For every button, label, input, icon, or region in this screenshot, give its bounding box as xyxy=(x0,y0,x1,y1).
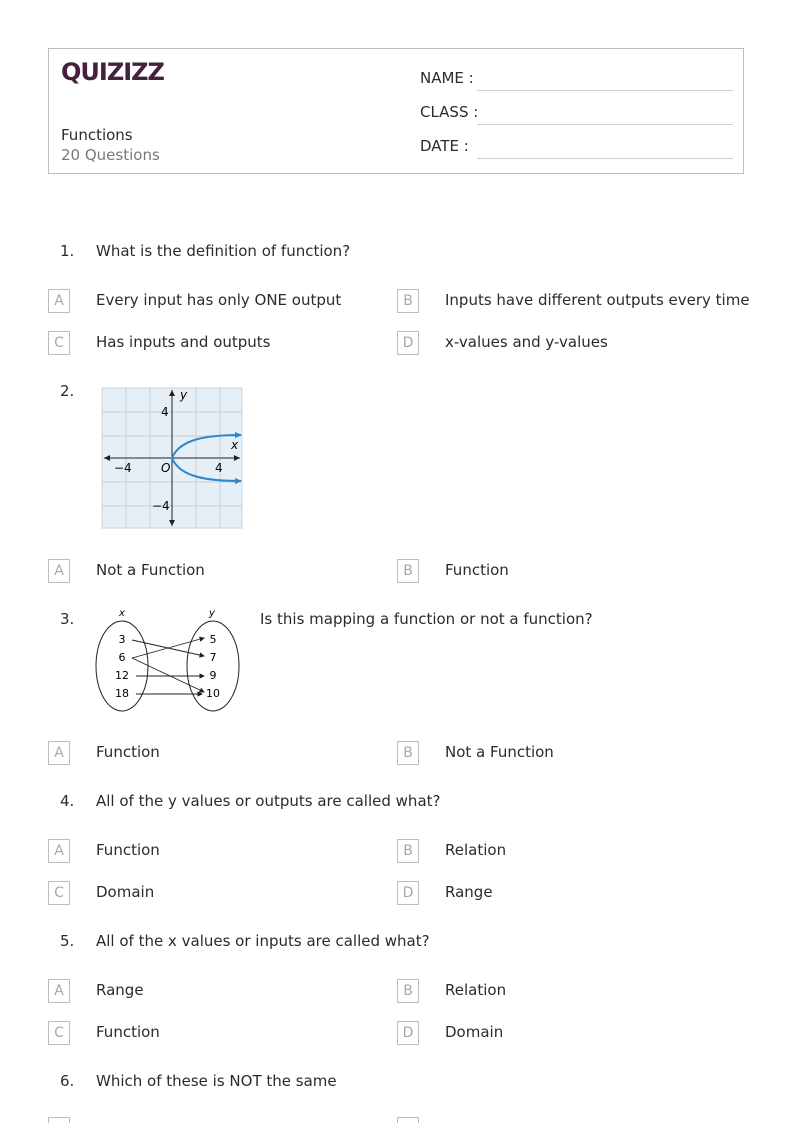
option-d-text: Range xyxy=(445,883,493,901)
domain-header: x xyxy=(119,608,125,619)
origin-label: O xyxy=(161,461,171,475)
question-count: 20 Questions xyxy=(61,146,160,164)
date-field[interactable] xyxy=(477,158,733,159)
y-axis-label: y xyxy=(180,388,188,402)
option-a-box[interactable]: A xyxy=(48,289,70,313)
input-value: 3 xyxy=(118,633,126,646)
option-b-text: Function xyxy=(445,561,509,579)
option-a-text: Not a Function xyxy=(96,561,205,579)
mapping-diagram xyxy=(94,604,244,716)
option-a-text: Range xyxy=(96,981,144,999)
worksheet-header xyxy=(48,48,744,174)
question-text: Which of these is NOT the same xyxy=(96,1072,337,1090)
option-d-box[interactable]: D xyxy=(397,331,419,355)
parabola-graph xyxy=(100,386,244,530)
output-value: 7 xyxy=(209,651,217,664)
mapping-arrow xyxy=(132,638,204,658)
option-d-text: Domain xyxy=(445,1023,504,1041)
option-a-box-partial[interactable] xyxy=(48,1117,70,1123)
question-text: All of the y values or outputs are called what? xyxy=(96,792,441,810)
option-b-box[interactable]: B xyxy=(397,741,419,765)
option-b-text: Inputs have different outputs every time xyxy=(445,291,750,309)
question-number: 3. xyxy=(60,610,75,628)
option-a-box[interactable]: A xyxy=(48,559,70,583)
y-tick-positive: 4 xyxy=(161,405,169,419)
y-tick-negative: −4 xyxy=(152,499,170,513)
option-c-text: Domain xyxy=(96,883,155,901)
question-text: Is this mapping a function or not a function? xyxy=(260,610,593,628)
input-value: 12 xyxy=(115,669,129,682)
option-a-text: Function xyxy=(96,743,160,761)
option-b-box[interactable]: B xyxy=(397,979,419,1003)
option-a-box[interactable]: A xyxy=(48,839,70,863)
date-label: DATE : xyxy=(420,137,469,155)
option-a-text: Function xyxy=(96,841,160,859)
option-c-box[interactable]: C xyxy=(48,881,70,905)
quizizz-logo: QUIZIZZ xyxy=(61,58,164,86)
option-a-text: Every input has only ONE output xyxy=(96,291,342,309)
option-b-box-partial[interactable] xyxy=(397,1117,419,1123)
question-number: 1. xyxy=(60,242,75,260)
option-b-text: Relation xyxy=(445,841,507,859)
question-text: All of the x values or inputs are called what? xyxy=(96,932,430,950)
option-c-text: Function xyxy=(96,1023,160,1041)
question-number: 2. xyxy=(60,382,75,400)
option-c-box[interactable]: C xyxy=(48,331,70,355)
input-value: 6 xyxy=(118,651,126,664)
input-value: 18 xyxy=(115,687,129,700)
option-b-text: Not a Function xyxy=(445,743,554,761)
option-d-box[interactable]: D xyxy=(397,1021,419,1045)
option-c-box[interactable]: C xyxy=(48,1021,70,1045)
option-b-box[interactable]: B xyxy=(397,559,419,583)
question-text: What is the definition of function? xyxy=(96,242,351,260)
question-number: 5. xyxy=(60,932,75,950)
mapping-arrow xyxy=(132,658,204,692)
option-b-text: Relation xyxy=(445,981,507,999)
x-axis-label: x xyxy=(231,438,239,452)
option-d-text: x-values and y-values xyxy=(445,333,608,351)
question-number: 6. xyxy=(60,1072,75,1090)
option-c-text: Has inputs and outputs xyxy=(96,333,271,351)
option-b-box[interactable]: B xyxy=(397,839,419,863)
option-a-box[interactable]: A xyxy=(48,741,70,765)
name-label: NAME : xyxy=(420,69,474,87)
class-label: CLASS : xyxy=(420,103,479,121)
question-number: 4. xyxy=(60,792,75,810)
x-tick-positive: 4 xyxy=(215,461,223,475)
option-d-box[interactable]: D xyxy=(397,881,419,905)
x-tick-negative: −4 xyxy=(114,461,132,475)
class-field[interactable] xyxy=(477,124,733,125)
option-b-box[interactable]: B xyxy=(397,289,419,313)
worksheet-title: Functions xyxy=(61,126,133,144)
option-a-box[interactable]: A xyxy=(48,979,70,1003)
output-value: 10 xyxy=(206,687,220,700)
name-field[interactable] xyxy=(477,90,733,91)
output-value: 9 xyxy=(209,669,217,682)
output-value: 5 xyxy=(209,633,217,646)
range-header: y xyxy=(209,608,215,619)
